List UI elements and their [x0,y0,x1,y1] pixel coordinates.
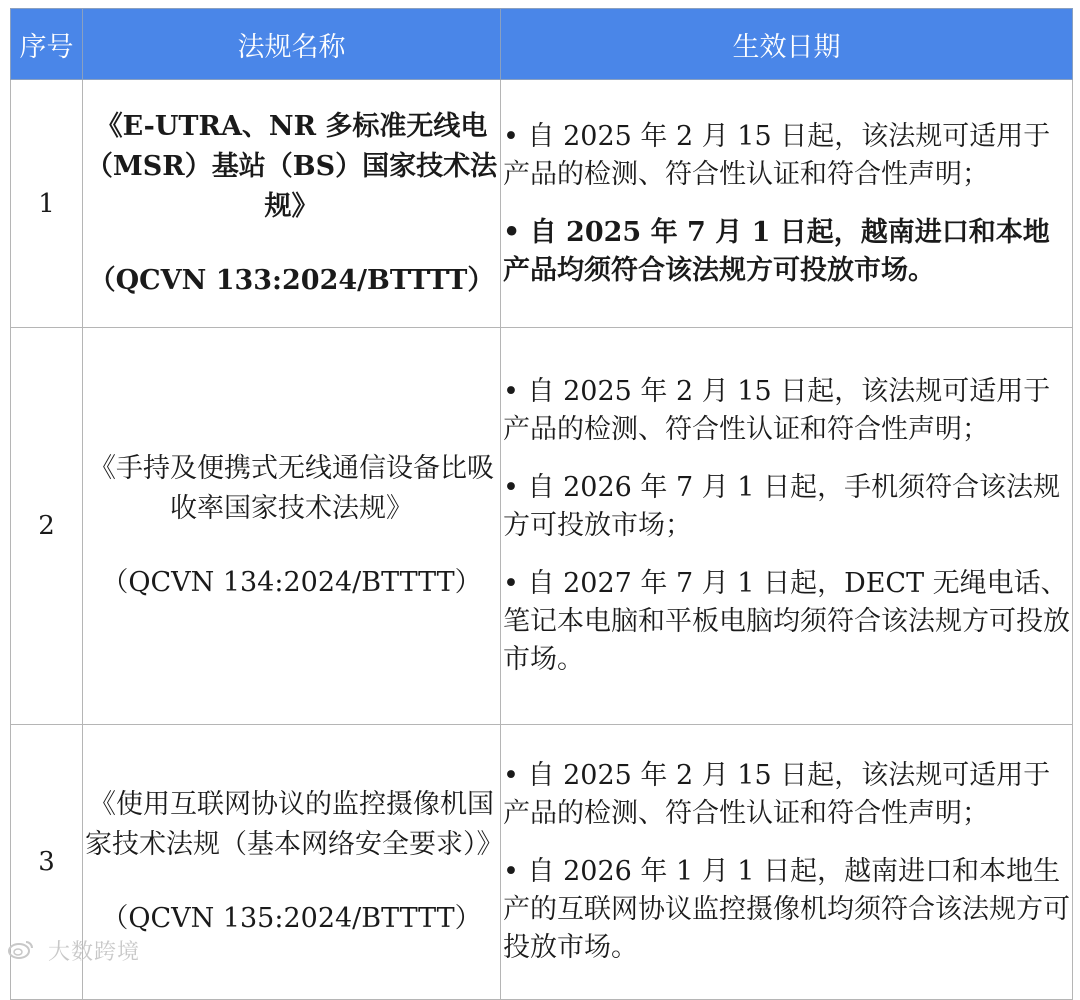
date-item: • 自 2025 年 2 月 15 日起，该法规可适用于产品的检测、符合性认证和符合性声明； [503,760,1051,829]
regulation-title: 《手持及便携式无线通信设备比吸收率国家技术法规》 [89,453,494,524]
regulation-code: （QCVN 133:2024/BTTTT） [88,264,495,296]
row-index: 2 [11,328,83,725]
watermark-text: 大数跨境 [48,940,141,965]
header-index: 序号 [11,9,83,80]
table-row [11,725,1073,1000]
weibo-logo-icon [8,939,34,965]
date-item: • 自 2025 年 2 月 15 日起，该法规可适用于产品的检测、符合性认证和符合性声明； [503,376,1051,445]
table-header-row [11,9,1073,80]
date-item: • 自 2025 年 2 月 15 日起，该法规可适用于产品的检测、符合性认证和符合性声明； [503,120,1051,190]
regulation-code: （QCVN 135:2024/BTTTT） [101,903,482,934]
regulation-name-cell [83,328,501,725]
effective-date-cell [501,328,1073,725]
header-regulation-name: 法规名称 [83,9,501,80]
regulation-title: 《使用互联网协议的监控摄像机国家技术法规（基本网络安全要求）》 [85,789,504,860]
row-index: 3 [11,725,83,1000]
watermark [8,935,140,966]
date-item: • 自 2026 年 7 月 1 日起，手机须符合该法规方可投放市场； [503,472,1061,541]
row-index: 1 [11,80,83,328]
regulation-title: 《E-UTRA、NR 多标准无线电（MSR）基站（BS）国家技术法规》 [85,110,498,222]
header-effective-date: 生效日期 [501,9,1073,80]
effective-date-cell [501,725,1073,1000]
effective-date-cell [501,80,1073,328]
regulation-name-cell [83,725,504,1000]
regulations-table [10,8,1073,1000]
date-item: • 自 2025 年 7 月 1 日起，越南进口和本地产品均须符合该法规方可投放市场。 [503,216,1050,286]
date-item: • 自 2027 年 7 月 1 日起，DECT 无绳电话、笔记本电脑和平板电脑均须符合该法规方可投放市场。 [503,568,1070,675]
regulation-code: （QCVN 134:2024/BTTTT） [101,567,482,598]
table-row [11,328,1073,725]
table-row [11,80,1073,328]
regulation-name-cell [83,80,501,328]
date-item: • 自 2026 年 1 月 1 日起，越南进口和本地生产的互联网协议监控摄像机均须符合该法规方可投放市场。 [503,856,1070,963]
